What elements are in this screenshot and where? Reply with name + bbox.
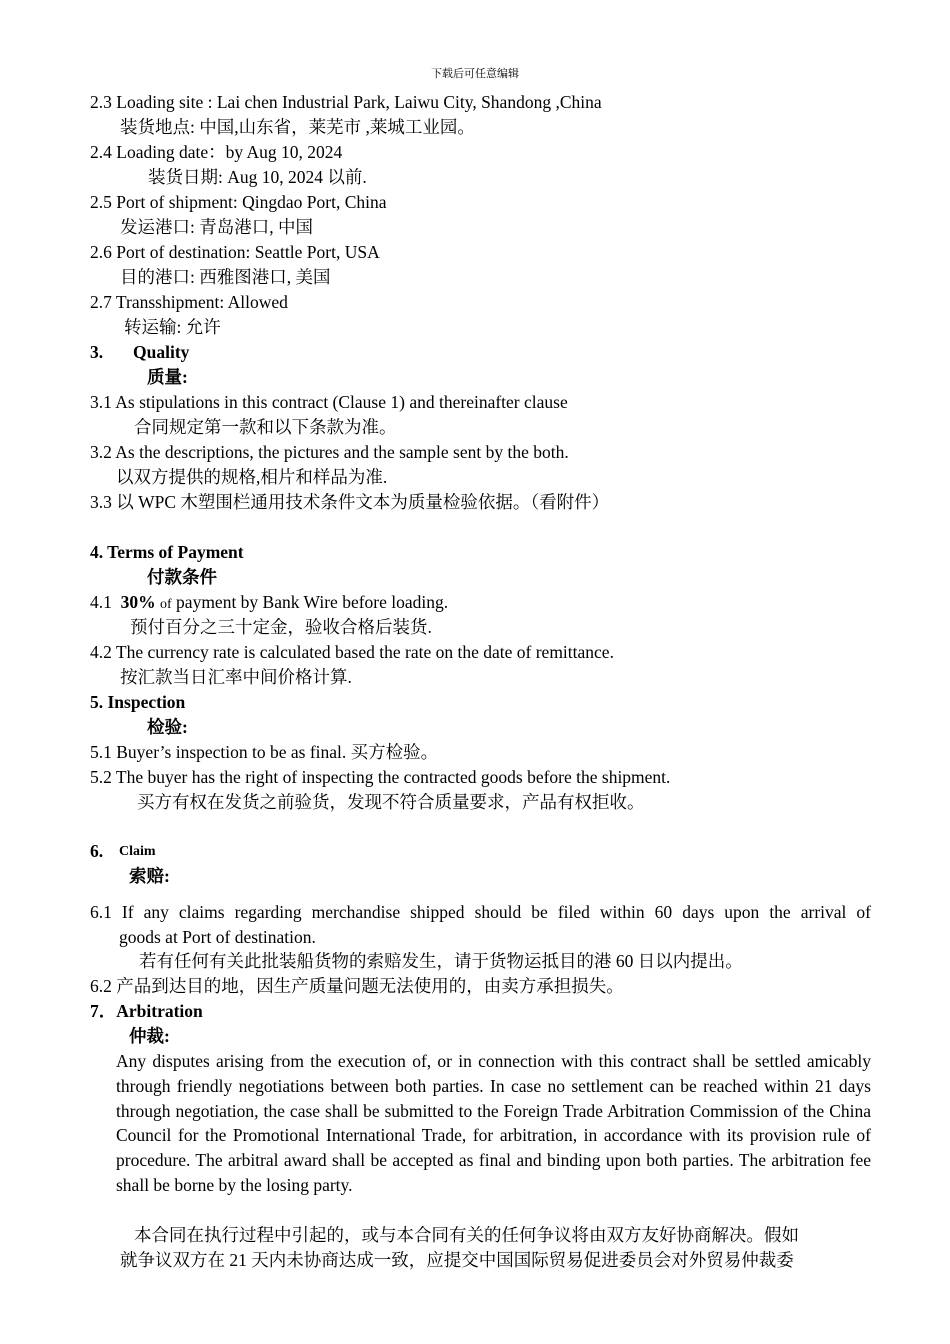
page-header: 下载后可任意编辑 (431, 68, 519, 80)
payment-heading-cn: 付款条件 (147, 567, 217, 587)
loading-date-cn: 装货日期: Aug 10, 2024 以前. (148, 167, 367, 187)
payment-item-2-en: 4.2 The currency rate is calculated based the rate on the date of remittance. (90, 642, 614, 662)
quality-item-2-cn: 以双方提供的规格,相片和样品为准. (116, 467, 388, 487)
port-of-shipment-en: 2.5 Port of shipment: Qingdao Port, China (90, 192, 387, 212)
port-of-shipment-cn: 发运港口: 青岛港口, 中国 (120, 217, 313, 237)
arbitration-paragraph-cn-line-1: 本合同在执行过程中引起的，或与本合同有关的任何争议将由双方友好协商解决。假如 (134, 1225, 799, 1245)
payment-heading: 4. Terms of Payment (90, 542, 244, 562)
payment-item-2-cn: 按汇款当日汇率中间价格计算. (120, 667, 352, 687)
payment-item-1-cn: 预付百分之三十定金，验收合格后装货. (130, 617, 432, 637)
quality-item-3: 3.3 以 WPC 木塑围栏通用技术条件文本为质量检验依据。（看附件） (90, 492, 610, 512)
arbitration-paragraph-cn-line-2: 就争议双方在 21 天内未协商达成一致，应提交中国国际贸易促进委员会对外贸易仲裁委 (120, 1250, 794, 1270)
port-of-destination-cn: 目的港口: 西雅图港口, 美国 (120, 267, 331, 287)
quality-item-1-en: 3.1 As stipulations in this contract (Clause 1) and thereinafter clause (90, 392, 568, 412)
quality-heading-cn: 质量: (147, 367, 188, 387)
loading-date-en: 2.4 Loading date：by Aug 10, 2024 (90, 142, 343, 162)
inspection-item-2-en: 5.2 The buyer has the right of inspecting the contracted goods before the shipment. (90, 767, 671, 787)
arbitration-heading-cn: 仲裁: (129, 1026, 170, 1046)
quality-item-2-en: 3.2 As the descriptions, the pictures and the sample sent by the both. (90, 442, 569, 462)
claim-number: 6. (90, 841, 104, 861)
payment-of: of (160, 597, 172, 612)
payment-item-1-number: 4.1 (90, 592, 112, 612)
transshipment-en: 2.7 Transshipment: Allowed (90, 292, 288, 312)
payment-item-1-text: payment by Bank Wire before loading. (176, 592, 449, 612)
inspection-item-1: 5.1 Buyer’s inspection to be as final. 买方检验。 (90, 742, 439, 762)
claim-heading: Claim (119, 844, 156, 859)
claim-item-1-cn: 若有任何有关此批装船货物的索赔发生，请于货物运抵目的港 60 日以内提出。 (139, 951, 743, 971)
inspection-heading: 5. Inspection (90, 692, 186, 712)
quality-heading: Quality (133, 342, 190, 362)
loading-site-en: 2.3 Loading site : Lai chen Industrial Park, Laiwu City, Shandong ,China (90, 92, 602, 112)
claim-item-1-line-1: 6.1 If any claims regarding merchandise shipped should be filed within 60 days upon the arrival of (90, 902, 871, 922)
quality-number: 3. (90, 342, 104, 362)
quality-item-1-cn: 合同规定第一款和以下条款为准。 (134, 417, 397, 437)
claim-heading-cn: 索赔: (129, 866, 170, 886)
inspection-item-2-cn: 买方有权在发货之前验货，发现不符合质量要求，产品有权拒收。 (137, 792, 645, 812)
claim-item-2: 6.2 产品到达目的地，因生产质量问题无法使用的，由卖方承担损失。 (90, 976, 624, 996)
claim-item-1-line-2: goods at Port of destination. (119, 926, 316, 947)
arbitration-heading: 7．Arbitration (90, 1001, 203, 1021)
arbitration-paragraph-en: Any disputes arising from the execution of, or in connection with this contract shall be settled amicably through friendly negotiations between both parties. In case no settlement can be reached within 21 days through negotiation, the case shall be submitted to the Foreign Trade Arbitration Commission of the China Council for the Promotional International Trade, for arbitration, in accordance with its provision rule of procedure. The arbitral award shall be accepted as final and binding upon both parties. The arbitration fee shall be borne by the losing party. (116, 1051, 871, 1195)
claim-item-1-en (90, 900, 871, 950)
inspection-heading-cn: 检验: (147, 717, 188, 737)
payment-percentage: 30% (120, 592, 156, 612)
transshipment-cn: 转运输: 允许 (124, 317, 221, 337)
port-of-destination-en: 2.6 Port of destination: Seattle Port, USA (90, 242, 380, 262)
payment-item-1-en (90, 590, 448, 617)
loading-site-cn: 装货地点: 中国,山东省，莱芜市 ,莱城工业园。 (120, 117, 475, 137)
